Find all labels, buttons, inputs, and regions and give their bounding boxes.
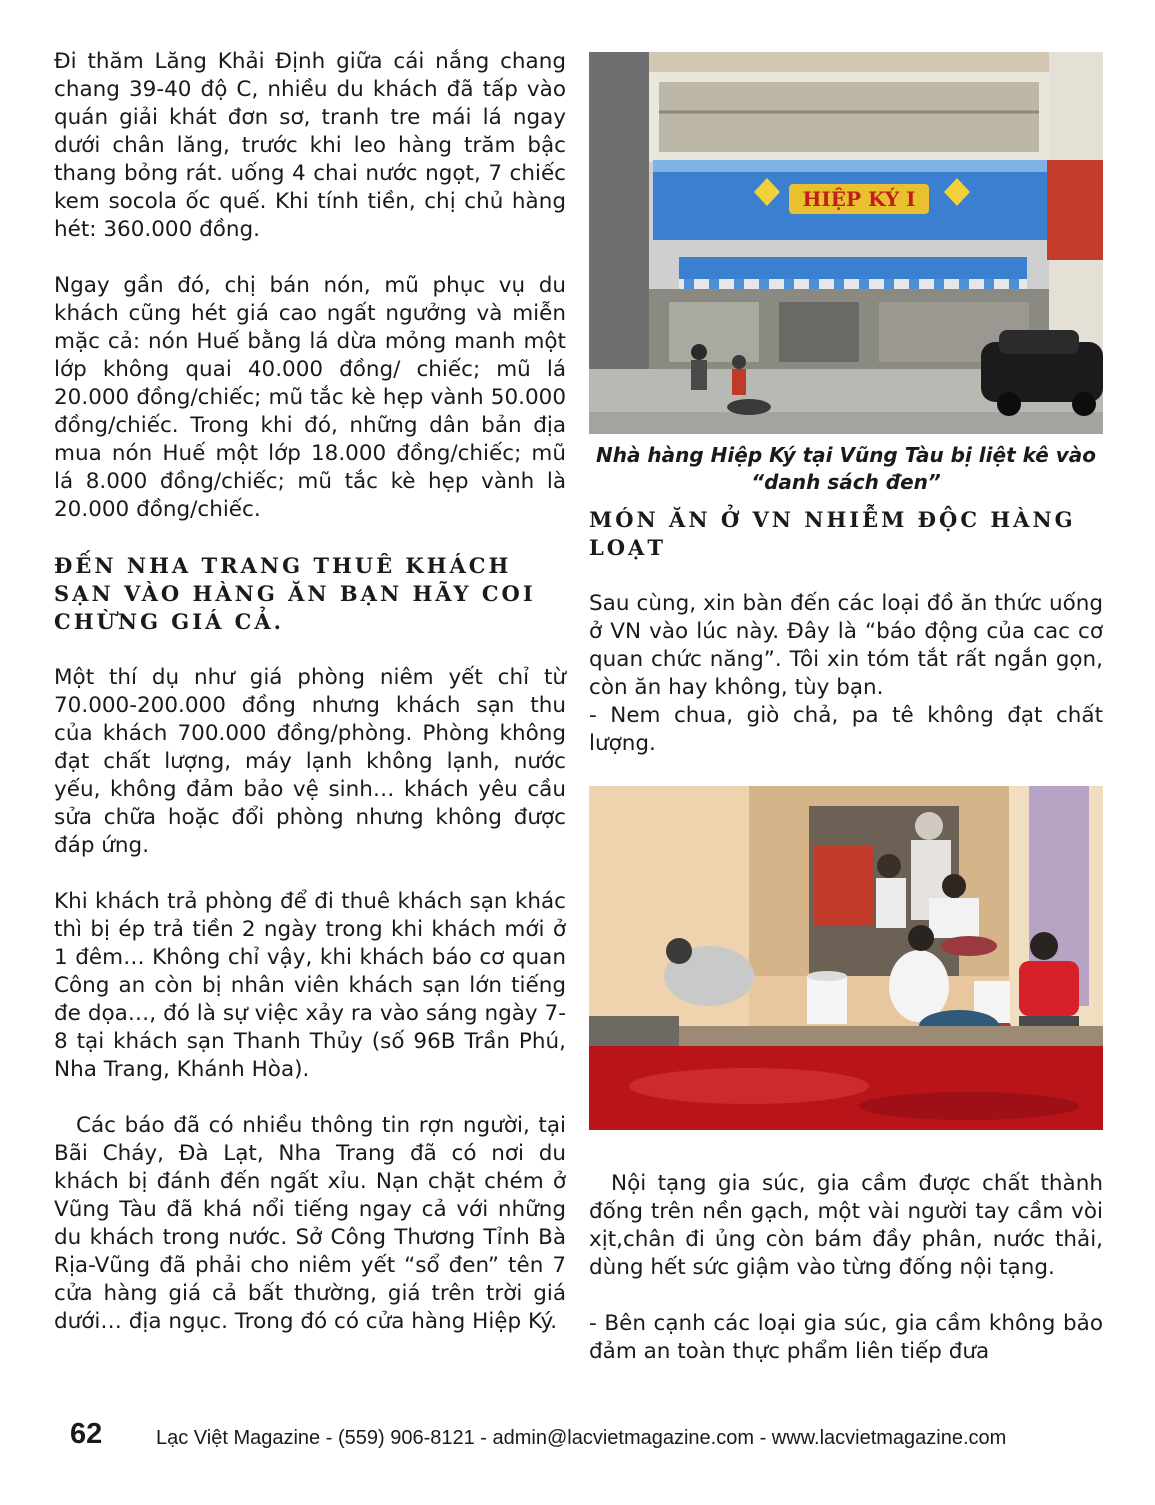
paragraph-room-prices: Một thí dụ như giá phòng niêm yết chỉ từ 70.000-200.000 đồng nhưng khách sạn thu của khách 700.000 đồng/phòng. Phòng không đạt chất lượng, máy lạnh không lạnh, nước yếu, không đảm bảo vệ sinh… khách yêu cầu sửa chữa hoặc đổi phòng nhưng không được đáp ứng.: [54, 665, 566, 858]
right-column: [589, 52, 1103, 1366]
photo-hiep-ky-restaurant: [589, 52, 1103, 434]
paragraph-blacklist: Các báo đã có nhiều thông tin rợn người, tại Bãi Cháy, Đà Lạt, Nha Trang đã có nơi du khách bị đánh đến ngất xỉu. Nạn chặt chém ở Vũng Tàu đã khá nổi tiếng ngay cả với những du khách trong nước. Sở Công Thương Tỉnh Bà Rịa-Vũng đã phải cho niêm yết “sổ đen” tên 7 cửa hàng giá cả bất thường, giá trên trời giá dưới… địa ngục. Trong đó có cửa hàng Hiệp Ký.: [54, 1113, 566, 1334]
page-number: 62: [70, 1418, 103, 1450]
paragraph-food-intro: Sau cùng, xin bàn đến các loại đồ ăn thức uống ở VN vào lúc này. Đây là “báo động của cac cơ quan chức năng”. Tôi xin tóm tắt rất ngắn gọn, còn ăn hay không, tùy bạn.: [589, 591, 1103, 700]
left-column: [54, 48, 566, 1336]
paragraph-livestock: - Bên cạnh các loại gia súc, gia cầm không bảo đảm an toàn thực phẩm liên tiếp đưa: [589, 1311, 1103, 1364]
heading-food-poisoning: MÓN ĂN Ở VN NHIỄM ĐỘC HÀNG LOẠT: [589, 507, 1076, 560]
paragraph-offal: Nội tạng gia súc, gia cầm được chất thành đống trên nền gạch, một vài người tay cầm vòi xịt,chân đi ủng còn bám đầy phân, nước thải, dùng hết sức giậm vào từng đống nội tạng.: [589, 1171, 1103, 1280]
paragraph-checkout: Khi khách trả phòng để đi thuê khách sạn khác thì bị ép trả tiền 2 ngày trong khi khách mới ở 1 đêm… Không chỉ vậy, khi khách báo cơ quan Công an còn bị nhân viên khách sạn lớn tiếng đe dọa…, đó là sự việc xảy ra vào sáng ngày 7-8 tại khách sạn Thanh Thủy (số 96B Trần Phú, Nha Trang, Khánh Hòa).: [54, 889, 566, 1082]
photo-offal-processing: [589, 786, 1103, 1130]
restaurant-sign-text: HIỆP KÝ I: [802, 187, 916, 211]
heading-nha-trang: ĐẾN NHA TRANG THUÊ KHÁCH SẠN VÀO HÀNG ĂN BẠN HÃY COI CHỪNG GIÁ CẢ.: [54, 553, 536, 634]
paragraph-nem-chua: - Nem chua, giò chả, pa tê không đạt chất lượng.: [589, 703, 1103, 756]
page-footer: [70, 1418, 1100, 1458]
paragraph-khai-dinh: Đi thăm Lăng Khải Định giữa cái nắng chang chang 39-40 độ C, nhiều du khách đã tấp vào quán giải khát đơn sơ, tranh tre mái lá ngay dưới chân lăng, trước khi leo hàng trăm bậc thang bỏng rát. uống 4 chai nước ngọt, 7 chiếc kem socola ốc quế. Khi tính tiền, chị chủ hàng hét: 360.000 đồng.: [54, 49, 566, 242]
paragraph-hat-prices: Ngay gần đó, chị bán nón, mũ phục vụ du khách cũng hét giá cao ngất ngưởng và miễn mặc cả: nón Huế bằng lá dừa mỏng manh một lớp không quai 40.000 đồng/ chiếc; mũ lá 20.000 đồng/chiếc; mũ tắc kè hẹp vành 50.000 đồng/chiếc. Trong khi đó, những dân bản địa mua nón Huế một lớp 18.000 đồng/chiếc; mũ lá 8.000 đồng/chiếc; mũ tắc kè hẹp vành là 20.000 đồng/chiếc.: [54, 273, 566, 522]
footer-contact: Lạc Việt Magazine - (559) 906-8121 - admin@lacvietmagazine.com - www.lacvietmagazine.com: [156, 1427, 1007, 1449]
photo-caption-hiep-ky: Nhà hàng Hiệp Ký tại Vũng Tàu bị liệt kê vào “danh sách đen”: [595, 443, 1096, 494]
